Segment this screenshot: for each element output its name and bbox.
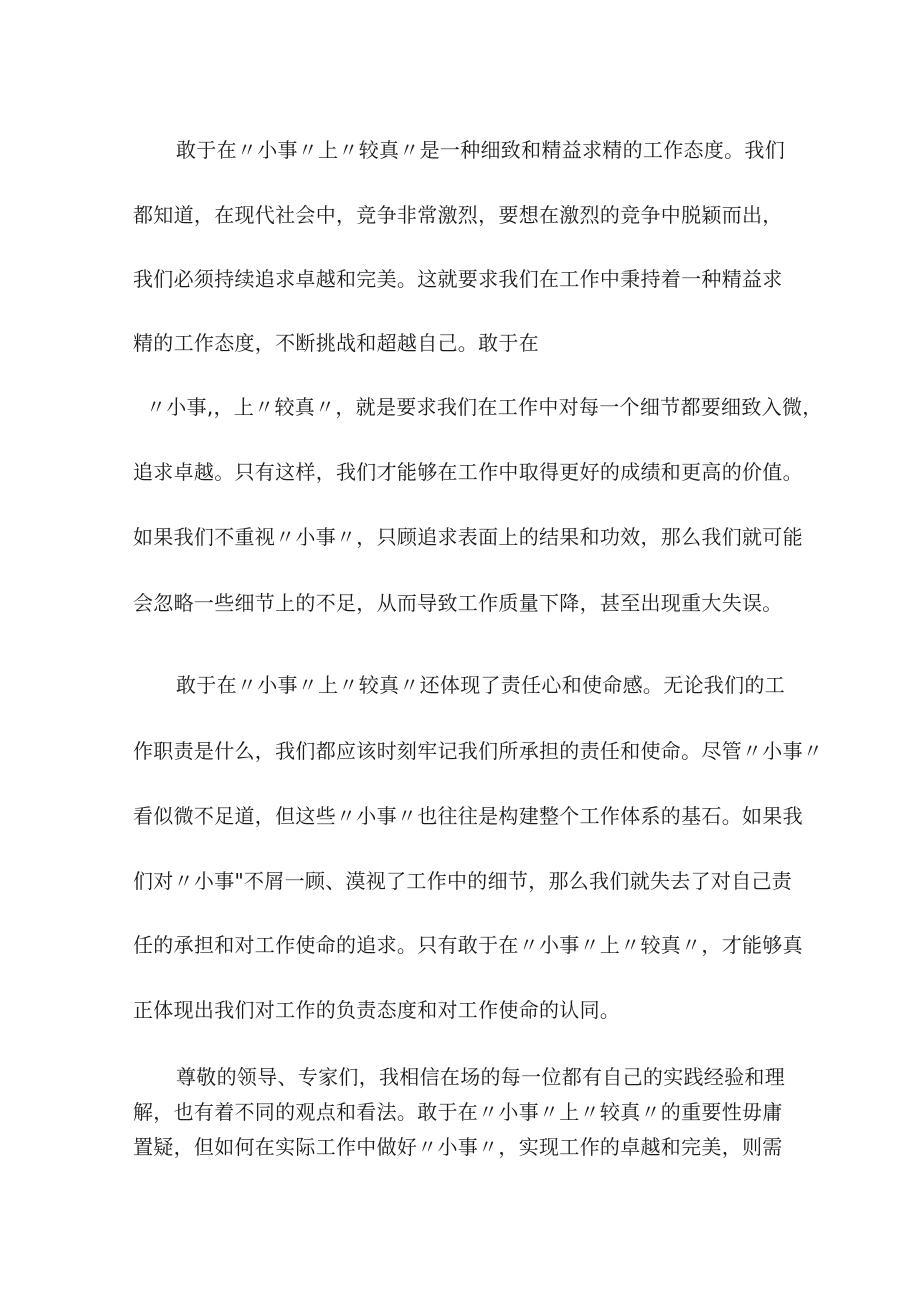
paragraph-2-line-4: 们对〃小事"不屑一顾、漠视了工作中的细节，那么我们就失去了对自己责 <box>133 869 793 893</box>
paragraph-2-line-2: 作职责是什么，我们都应该时刻牢记我们所承担的责任和使命。尽管〃小事〃 <box>133 739 824 763</box>
paragraph-3-line-3: 置疑，但如何在实际工作中做好〃小事〃，实现工作的卓越和完美，则需 <box>133 1135 783 1159</box>
paragraph-1-line-8: 会忽略一些细节上的不足，从而导致工作质量下降，甚至出现重大失误。 <box>133 591 783 615</box>
paragraph-1-line-6: 追求卓越。只有这样，我们才能够在工作中取得更好的成绩和更高的价值。 <box>133 460 803 484</box>
paragraph-1-line-5: 〃小事,，上〃较真〃，就是要求我们在工作中对每一个细节都要细致入微， <box>146 395 823 419</box>
paragraph-2-line-3: 看似微不足道，但这些〃小事〃也往往是构建整个工作体系的基石。如果我 <box>133 804 803 828</box>
paragraph-1-line-2: 都知道，在现代社会中，竞争非常激烈，要想在激烈的竞争中脱颖而出， <box>133 203 783 227</box>
paragraph-2-line-1: 敢于在〃小事〃上〃较真〃还体现了责任心和使命感。无论我们的工 <box>176 673 785 697</box>
paragraph-1-line-7: 如果我们不重视〃小事〃，只顾追求表面上的结果和功效，那么我们就可能 <box>133 525 803 549</box>
paragraph-2-line-6: 正体现出我们对工作的负责态度和对工作使命的认同。 <box>133 998 621 1022</box>
paragraph-3-line-1: 尊敬的领导、专家们，我相信在场的每一位都有自己的实践经验和理 <box>176 1065 785 1089</box>
paragraph-2-line-5: 任的承担和对工作使命的追求。只有敢于在〃小事〃上〃较真〃，才能够真 <box>133 933 803 957</box>
paragraph-1-line-1: 敢于在〃小事〃上〃较真〃是一种细致和精益求精的工作态度。我们 <box>176 138 785 162</box>
paragraph-3-line-2: 解，也有着不同的观点和看法。敢于在〃小事〃上〃较真〃的重要性毋庸 <box>133 1100 783 1124</box>
paragraph-1-line-3: 我们必须持续追求卓越和完美。这就要求我们在工作中秉持着一种精益求 <box>133 267 783 291</box>
paragraph-1-line-4: 精的工作态度，不断挑战和超越自己。敢于在 <box>133 331 539 355</box>
